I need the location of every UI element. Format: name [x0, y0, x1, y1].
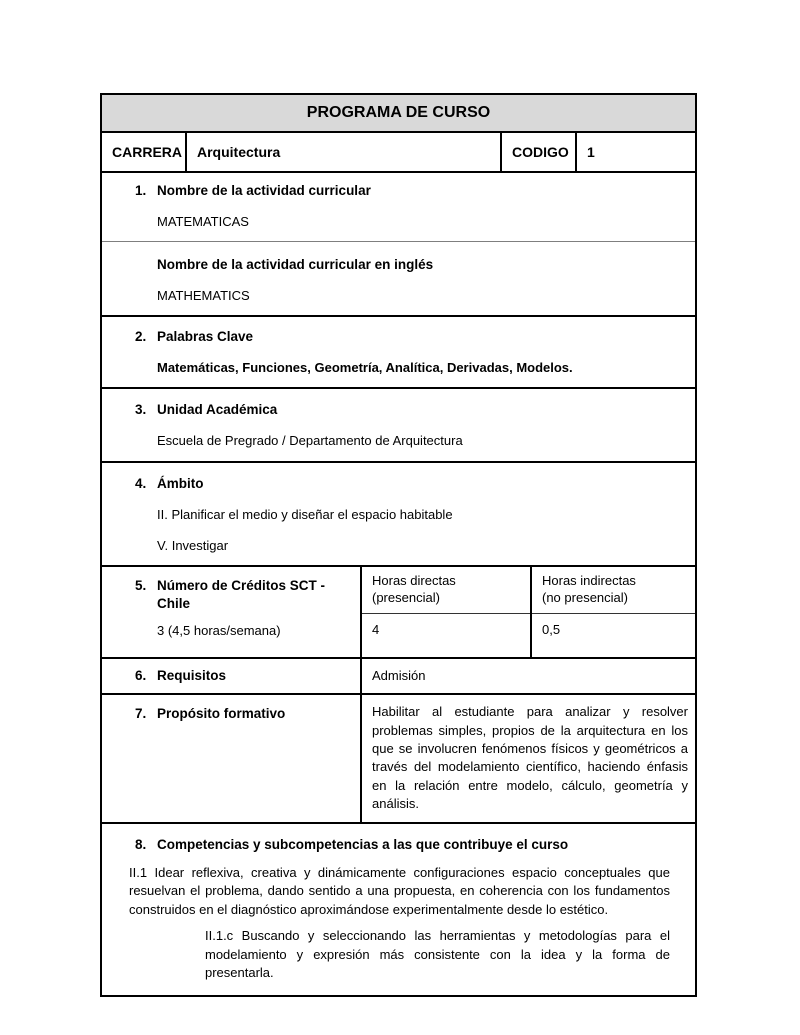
- section-8-number: 8.: [135, 836, 147, 852]
- section-3-academic-unit: [102, 389, 695, 463]
- indirect-hours-cell: [532, 567, 695, 657]
- section-6-title: [102, 667, 348, 685]
- section-3-title-text: Unidad Académica: [157, 401, 278, 417]
- carrera-value: Arquitectura: [187, 133, 502, 171]
- direct-hours-header: [362, 567, 530, 614]
- subcompetency-paragraph: II.1.c Buscando y seleccionando las herramientas y metodologías para el modelamiento y expresión más consistente con la idea y la forma de presentarla.: [205, 928, 670, 981]
- section-5-number: 5.: [135, 577, 147, 593]
- indirect-hours-value: 0,5: [542, 621, 561, 637]
- credits-value: 3 (4,5 horas/semana): [157, 623, 281, 639]
- section-6-number: 6.: [135, 667, 147, 683]
- direct-hours-cell: [362, 567, 532, 657]
- section-1-course-name-english: [102, 242, 695, 317]
- codigo-value: 1: [587, 143, 595, 160]
- section-1-english-title: [102, 256, 670, 274]
- formative-purpose-value: Habilitar al estudiante para analizar y resolver problemas simples, propios de la arquitectura en los que se involucren fenómenos físicos y geométricos a través del modelamiento científico, haciendo énfasis en la relación entre modelo, cálculo, geometría y análisis.: [372, 704, 688, 812]
- section-6-requirements: [102, 659, 695, 695]
- section-1-english-title-text: Nombre de la actividad curricular en inglés: [157, 257, 434, 272]
- section-2-title: [102, 328, 670, 346]
- section-7-formative-purpose: [102, 695, 695, 824]
- academic-unit-value: Escuela de Pregrado / Departamento de Arquitectura: [157, 432, 463, 448]
- carrera-codigo-row: [102, 133, 695, 173]
- indirect-hours-header-line1: Horas indirectas: [542, 572, 636, 588]
- document-title: PROGRAMA DE CURSO: [306, 104, 491, 122]
- course-name-english-value: MATHEMATICS: [157, 288, 250, 304]
- section-8-competencies: [102, 824, 695, 995]
- course-program-table: [100, 93, 697, 997]
- section-2-keywords: [102, 317, 695, 389]
- scope-item: II. Planificar el medio y diseñar el espacio habitable: [157, 506, 453, 522]
- section-5-title: [102, 577, 348, 613]
- indirect-hours-header: [532, 567, 695, 614]
- section-1-number: 1.: [135, 183, 147, 198]
- formative-purpose-label-cell: [102, 695, 362, 822]
- section-1-title: [102, 182, 670, 200]
- course-name-value: MATEMATICAS: [157, 214, 249, 230]
- section-7-title-text: Propósito formativo: [157, 706, 286, 722]
- section-8-title: [102, 836, 670, 854]
- section-3-title: [102, 401, 670, 419]
- indirect-hours-header-line2: (no presencial): [542, 590, 628, 606]
- carrera-label: CARRERA: [102, 133, 187, 171]
- section-4-title: [102, 475, 670, 493]
- section-4-scope: [102, 463, 695, 567]
- scope-item: V. Investigar: [157, 538, 229, 554]
- section-8-title-text: Competencias y subcompetencias a las que contribuye el curso: [157, 836, 569, 852]
- section-4-title-text: Ámbito: [157, 475, 204, 491]
- direct-hours-header-line2: (presencial): [372, 590, 440, 606]
- section-7-title: [102, 705, 348, 723]
- section-6-title-text: Requisitos: [157, 667, 227, 683]
- requirements-value: Admisión: [372, 667, 426, 683]
- section-2-number: 2.: [135, 328, 147, 344]
- codigo-label: CODIGO: [502, 133, 577, 171]
- direct-hours-value: 4: [372, 621, 380, 637]
- competency-paragraph: II.1 Idear reflexiva, creativa y dinámicamente configuraciones espacio conceptuales que resuelvan el problema, dando sentido a una propuesta, en coherencia con los fundamentos construidos en el diagnóstico aproximándose experimentalmente desde lo estético.: [129, 865, 670, 917]
- credits-label-cell: [102, 567, 362, 657]
- section-5-title-text: Número de Créditos SCT - Chile: [157, 577, 326, 612]
- keywords-value: Matemáticas, Funciones, Geometría, Analítica, Derivadas, Modelos.: [157, 359, 573, 375]
- section-1-course-name: [102, 173, 695, 242]
- section-2-title-text: Palabras Clave: [157, 328, 254, 344]
- section-3-number: 3.: [135, 401, 147, 417]
- section-7-number: 7.: [135, 706, 147, 722]
- requirements-label-cell: [102, 659, 362, 693]
- section-5-credits: [102, 567, 695, 659]
- section-1-title-text: Nombre de la actividad curricular: [157, 183, 371, 198]
- direct-hours-header-line1: Horas directas: [372, 572, 456, 588]
- document-title-row: [102, 95, 695, 133]
- section-4-number: 4.: [135, 475, 147, 491]
